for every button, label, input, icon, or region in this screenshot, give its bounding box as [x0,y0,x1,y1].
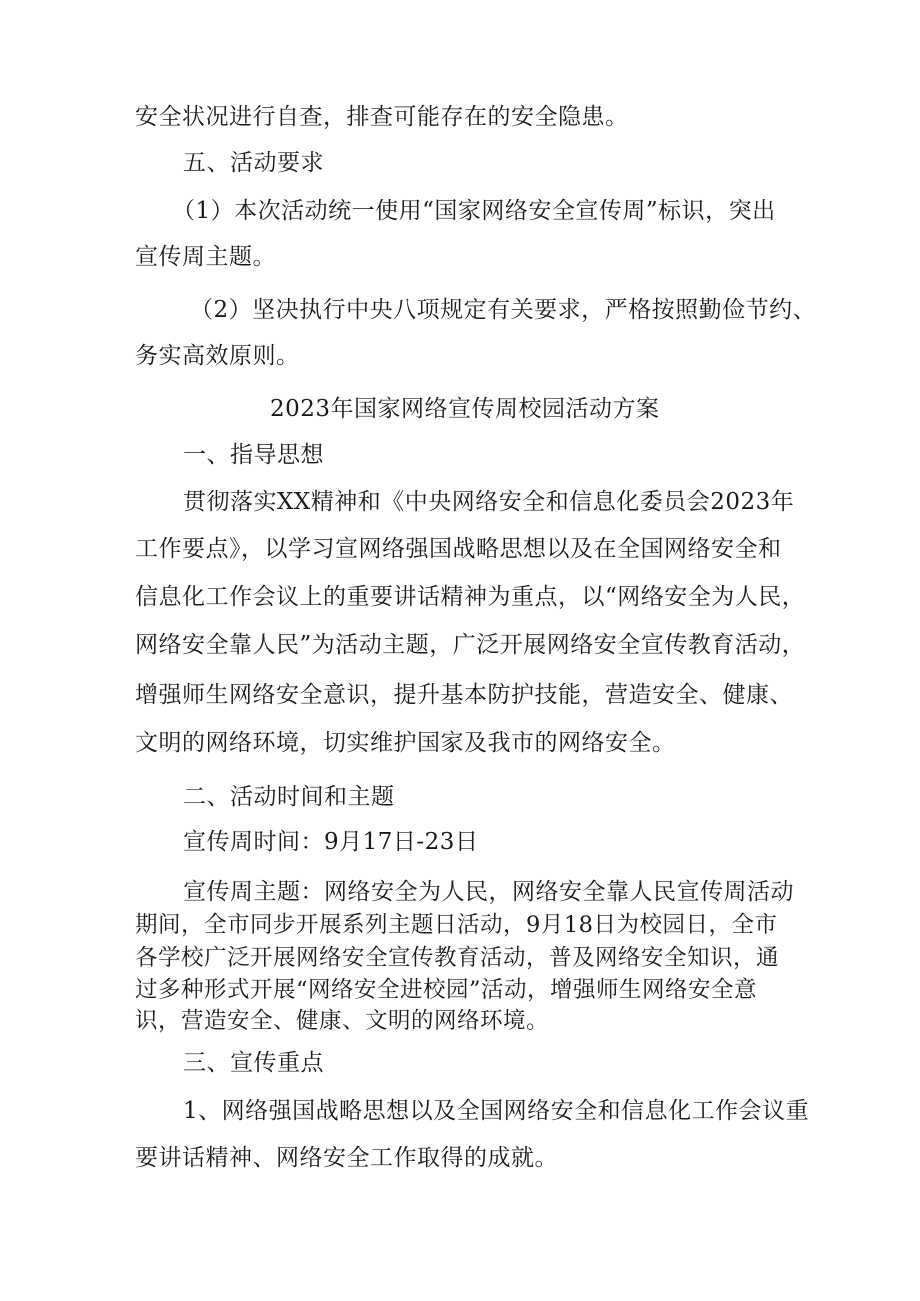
guiding-paragraph-line: 工作要点》，以学习宣网络强国战略思想以及在全国网络安全和 [135,536,782,562]
guiding-paragraph-line: 增强师生网络安全意识，提升基本防护技能，营造安全、健康、 [135,682,793,708]
publicity-week-time: 宣传周时间：9月17日-23日 [183,829,479,855]
section-two-heading: 二、活动时间和主题 [183,784,395,810]
requirement-1-line-2: 宣传周主题。 [135,244,276,270]
theme-paragraph-line: 各学校广泛开展网络安全宣传教育活动，普及网络安全知识，通 [135,945,780,971]
guiding-paragraph-line: 贯彻落实XX精神和《中央网络安全和信息化委员会2023年 [183,489,795,515]
requirement-2-line-2: 务实高效原则。 [135,343,300,369]
requirement-2-line-1: （2）坚决执行中央八项规定有关要求，严格按照勤俭节约、 [190,297,817,323]
requirement-1-line-1: （1）本次活动统一使用“国家网络安全宣传周”标识，突出 [172,198,776,224]
section-one-heading: 一、指导思想 [183,442,324,468]
focus-item-1-line-1: 1、网络强国战略思想以及全国网络安全和信息化工作会议重 [183,1098,810,1124]
theme-paragraph-line: 宣传周主题：网络安全为人民，网络安全靠人民宣传周活动 [183,879,794,905]
theme-paragraph-line: 期间，全市同步开展系列主题日活动，9月18日为校园日，全市 [135,912,778,938]
section-five-heading: 五、活动要求 [183,150,324,176]
theme-paragraph-line: 过多种形式开展“网络安全进校园”活动，增强师生网络安全意 [135,977,758,1003]
section-three-heading: 三、宣传重点 [183,1050,324,1076]
guiding-paragraph-line: 信息化工作会议上的重要讲话精神为重点，以“网络安全为人民， [135,584,806,610]
document-title: 2023年国家网络宣传周校园活动方案 [270,396,660,422]
continuation-text: 安全状况进行自查，排查可能存在的安全隐患。 [135,104,629,130]
guiding-paragraph-line: 网络安全靠人民”为活动主题，广泛开展网络安全宣传教育活动， [135,632,806,658]
focus-item-1-line-2: 要讲话精神、网络安全工作取得的成就。 [135,1145,558,1171]
guiding-paragraph-line: 文明的网络环境，切实维护国家及我市的网络安全。 [135,730,676,756]
theme-paragraph-line: 识，营造安全、健康、文明的网络环境。 [135,1008,550,1034]
